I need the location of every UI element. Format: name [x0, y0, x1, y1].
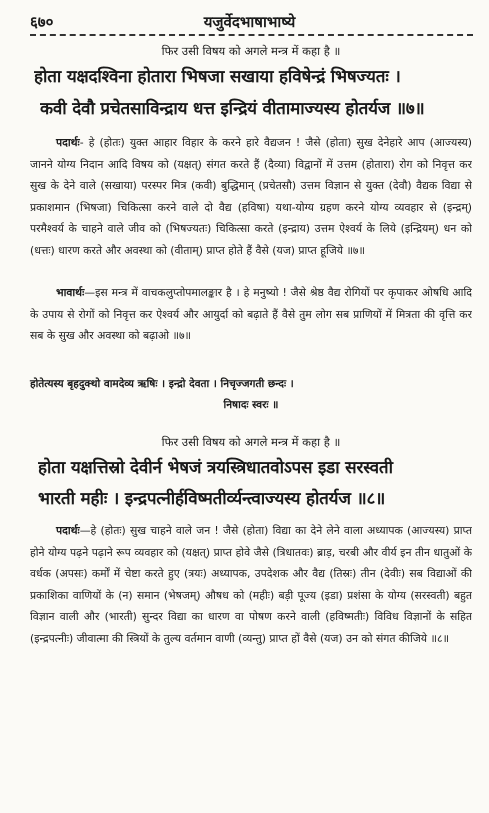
mantra8-line2: भारती महीः । इन्द्रपत्नीर्हविष्मतीर्व्यन्त्वाज्यस्य होतर्यज ॥८॥: [38, 489, 386, 509]
section1-intro: फिर उसी विषय को अगले मन्त्र में कहा है ॥: [161, 44, 341, 58]
bhavartha-text: —इस मन्त्र में वाचकलुप्तोपमालङ्कार है । हे मनुष्यो ! जैसे श्रेष्ठ वैद्य रोगियों पर कृपाकर ओषधि आदि के उपाय से रोगों को निवृत्त कर ऐश्वर्य और आयुर्दा को बढ़ाते हैं वैसे तुम लोग सब प्राणियों में मित्रता की वृत्ति कर सब के सुख और अवस्था को बढ़ाओ ॥७॥: [30, 286, 472, 343]
section2-intro: फिर उसी विषय को अगले मन्त्र में कहा है ॥: [161, 435, 341, 449]
mantra7-line1: होता यक्षदश्विना होतारा भिषजा सखाया हविषेन्द्रं भिषज्यतः ।: [34, 67, 401, 87]
padartha-label: पदार्थः: [56, 524, 80, 537]
page-header: [30, 10, 469, 32]
padartha-7: [30, 132, 472, 278]
running-title: यजुर्वेदभाषाभाष्ये: [203, 13, 296, 31]
mantra7-line2: कवी देवौ प्रचेतसाविन्द्राय धत्त इन्द्रियं वीतामाज्यस्य होतर्यज ॥७॥: [40, 99, 425, 119]
padartha-text: —हे (होतः) सुख चाहने वाले जन ! जैसे (होता) विद्या का देने लेने वाला अध्यापक (आज्यस्य) प्राप्त होने योग्य पढ़ने पढ़ाने रूप व्यवहार को (यक्षत्) प्राप्त होवे जैसे (त्रिधातवः) ब्राड़, चरबी और वीर्य इन तीन धातुओं के वर्धक (अपसः) कर्मों में चेष्टा करते हुए (त्रयः) अध्यापक, उपदेशक और वैद्य (तिस्रः) तीन (देवीः) सब विद्याओं की प्रकाशिका वाणियों के (न) समान (भेषजम्) औषध को (महीः) बड़ी पूज्य (इडा) प्रशंसा के योग्य (सरस्वती) बहुत विज्ञान वाली और (भारती) सुन्दर विद्या का धारण वा पोषण करने वाली (हविष्मतीः) विविध विज्ञानों के सहित (इन्द्रपत्नीः) जीवात्मा की स्त्रियों के तुल्य वर्तमान वाणी (व्यन्तु) प्राप्त हों वैसे (यज) उन को संगत कीजिये ॥८॥: [30, 524, 472, 645]
bhavartha-label: भावार्थः: [56, 286, 85, 299]
page-number: ६७०: [30, 13, 54, 31]
bhavartha-7: [30, 282, 472, 370]
mantra8-line1: होता यक्षत्तिस्रो देवीर्न भेषजं त्रयस्त्रिधातवोऽपस इडा सरस्वती: [38, 458, 393, 478]
padartha-text: - हे (होतः) युक्त आहार विहार के करने हारे वैद्यजन ! जैसे (होता) सुख देनेहारे आप (आज्यस्य) जानने योग्य निदान आदि विषय को (यक्षत्) संगत करते हैं (दैव्या) विद्वानों में उत्तम (होतारा) रोग को निवृत्त कर सुख के देने वाले (सखाया) परस्पर मित्र (कवी) बुद्धिमान् (प्रचेतसौ) उत्तम विज्ञान से युक्त (देवौ) वैद्यक विद्या से प्रकाशमान (भिषजा) चिकित्सा करने वाले दो वैद्य (हविषा) यथा-योग्य ग्रहण करने योग्य व्यवहार से (इन्द्रम्) परमैश्वर्य के चाहने वाले जीव को (भिषज्यतः) चिकित्सा करते (इन्द्राय) उत्तम ऐश्वर्य के लिये (इन्द्रियम्) धन को (धत्तः) धारण करते और अवस्था को (वीताम्) प्राप्त होते हैं वैसे (यज) प्राप्त हूजिये ॥७॥: [30, 136, 472, 257]
rishi-devata-line: होतेत्यस्य बृहदुक्थो वामदेव्य ऋषिः । इन्द्रो देवता । निचृज्जगती छन्दः ।: [30, 378, 294, 390]
header-rule: [30, 34, 473, 36]
padartha-8: [30, 520, 472, 760]
swara-line: निषादः स्वरः ॥: [223, 399, 279, 411]
padartha-label: पदार्थः: [56, 136, 80, 149]
